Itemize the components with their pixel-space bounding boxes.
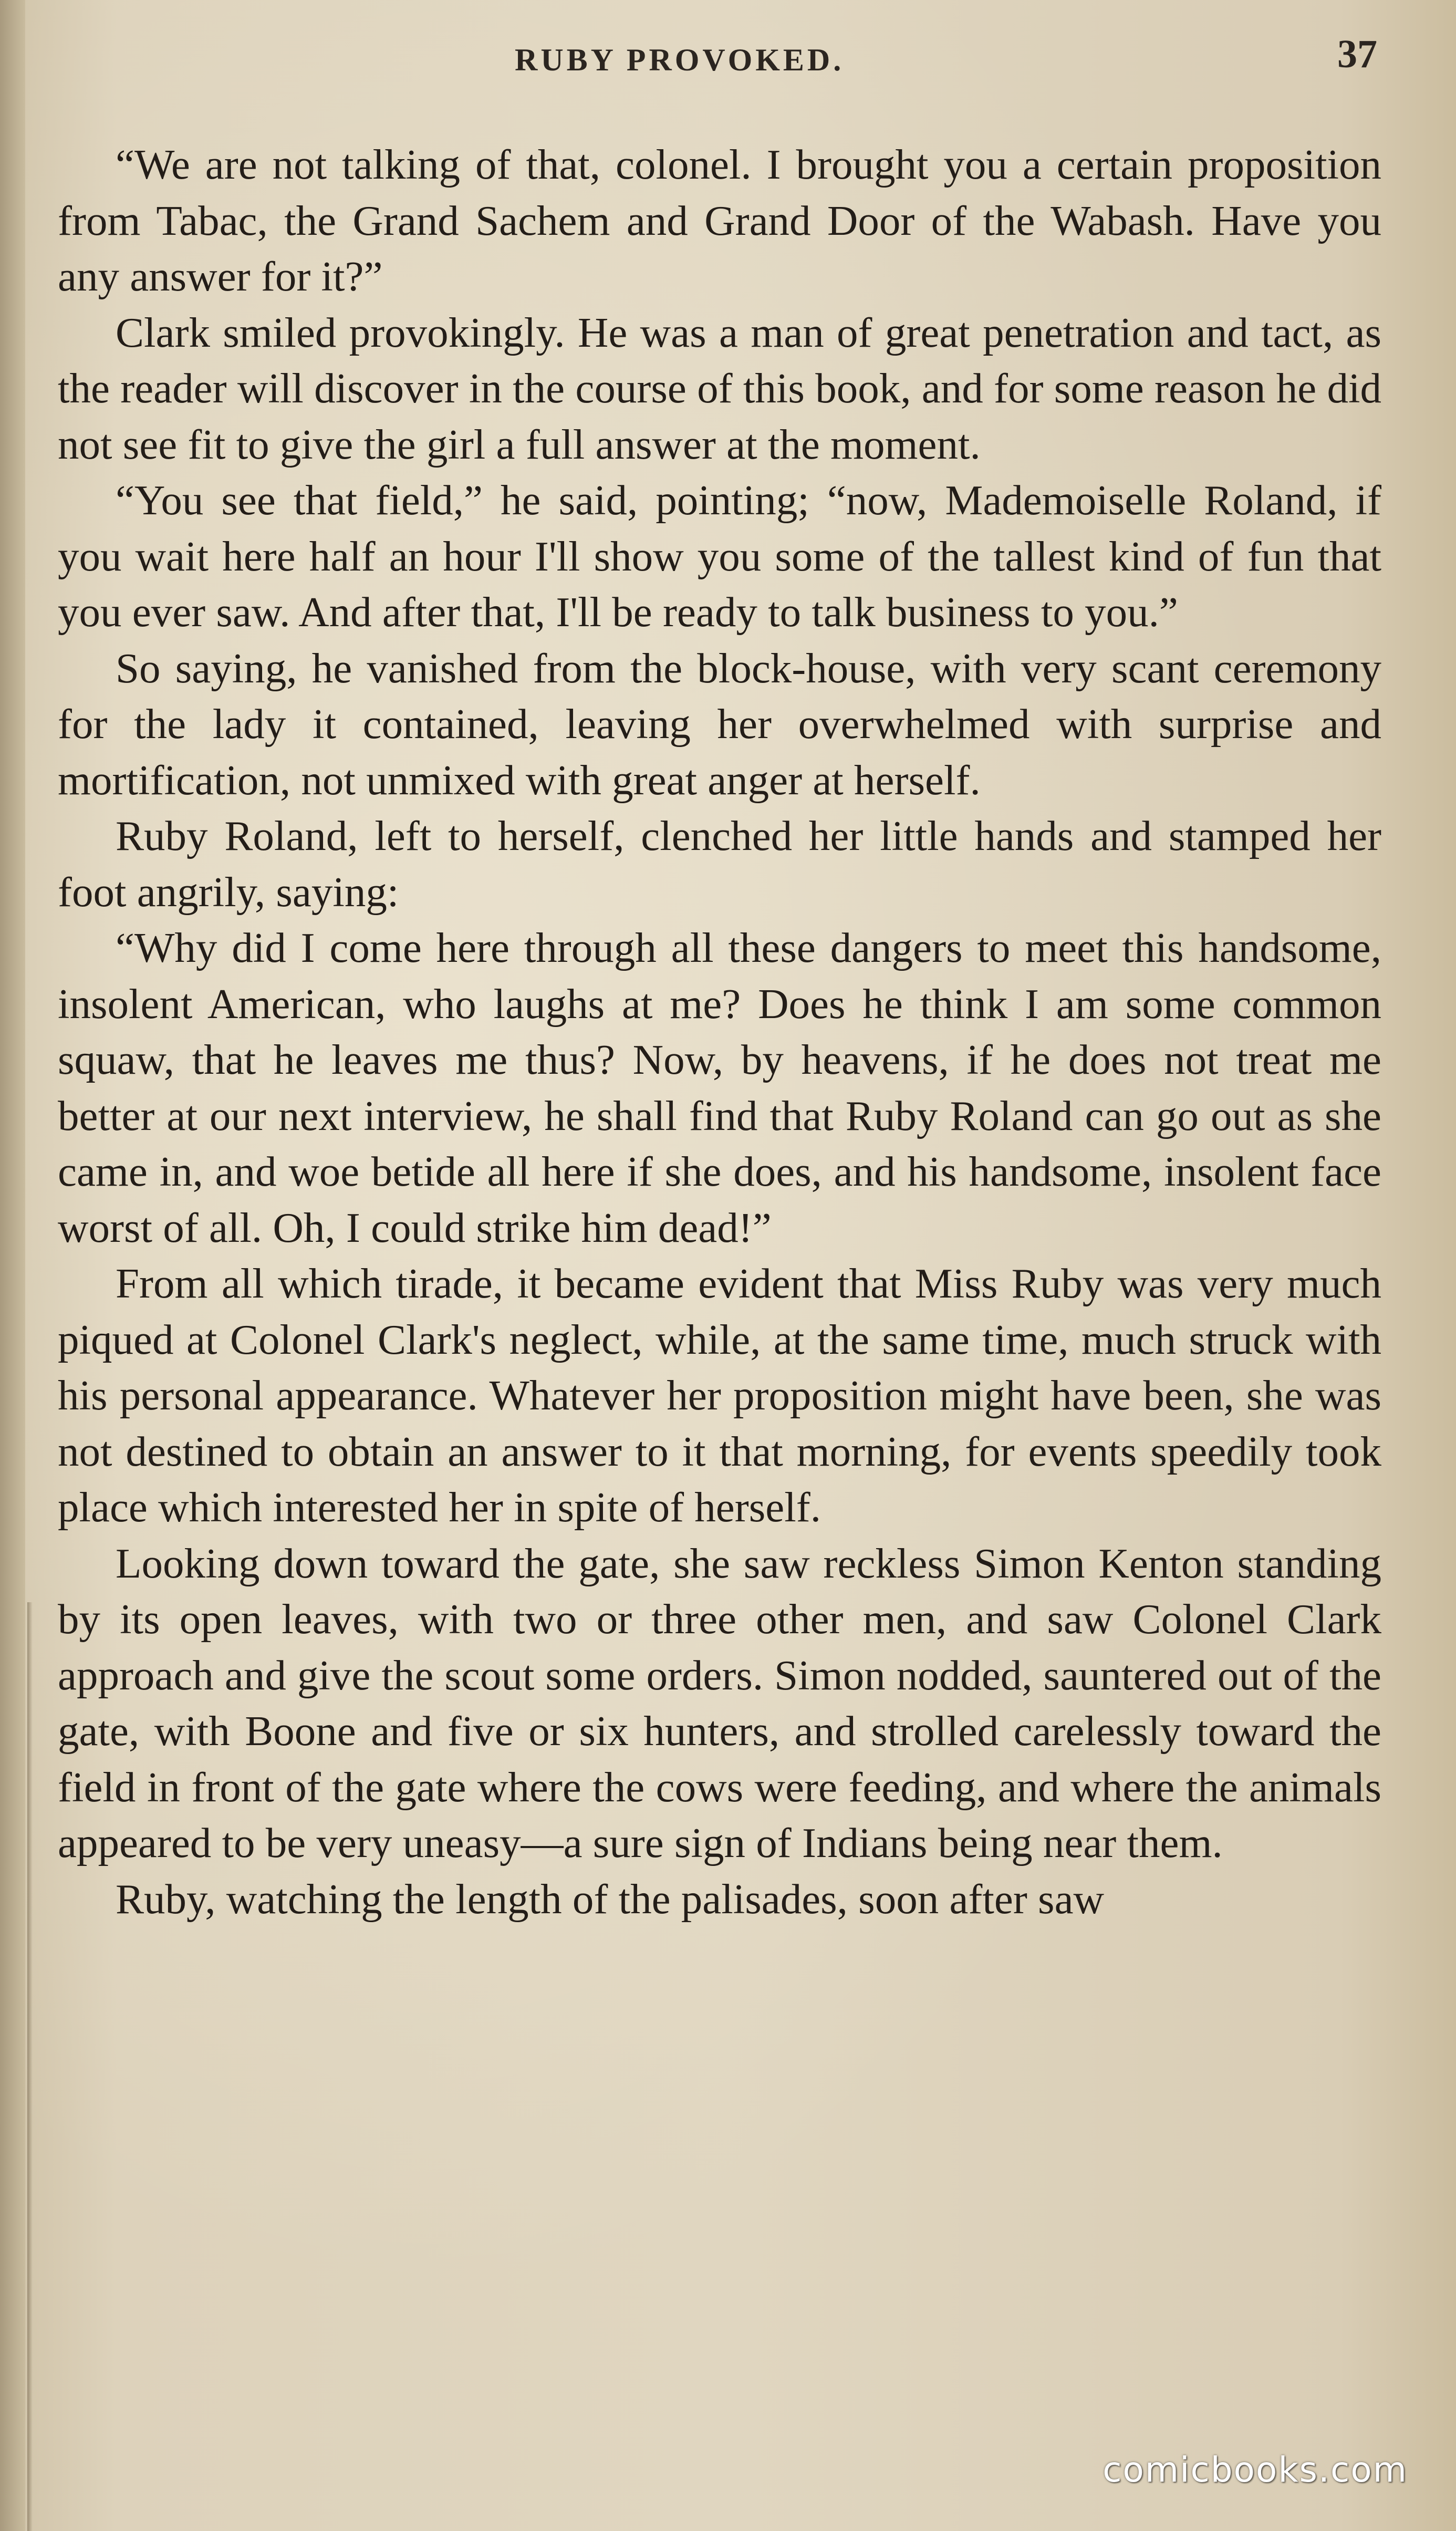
paragraph: Clark smiled provokingly. He was a man of great penetration and tact, as the reader will discover in the course of this book, and for some reason he did not see fit to give the girl a full answer at the moment.	[58, 308, 1381, 468]
body-text	[58, 137, 1381, 1927]
paragraph: Ruby Roland, left to herself, clenched her little hands and stamped her foot angrily, saying:	[58, 812, 1381, 916]
paragraph: “Why did I come here through all these dangers to meet this handsome, insolent American, who laughs at me? Does he think I am some common squaw, that he leaves me thus? Now, by heavens, if he does not treat me better at our next interview, he shall find that Ruby Roland can go out as she came in, and woe betide all here if she does, and his handsome, insolent face worst of all. Oh, I could strike him dead!”	[58, 924, 1381, 1251]
page-binding-edge	[0, 0, 25, 2531]
paragraph: Looking down toward the gate, she saw reckless Simon Kenton standing by its open leaves, with two or three other men, and saw Colonel Clark approach and give the scout some orders. Simon nodded, sauntered out of the gate, with Boone and five or six hunters, and strolled carelessly toward the field in front of the gate where the cows were feeding, and where the animals appeared to be very uneasy—a sure sign of Indians being near them.	[58, 1539, 1381, 1866]
running-title: RUBY PROVOKED.	[515, 43, 845, 77]
watermark: comicbooks.com	[1103, 2450, 1408, 2490]
paragraph: So saying, he vanished from the block-house, with very scant ceremony for the lady it contained, leaving her overwhelmed with surprise and mortification, not unmixed with great anger at herself.	[58, 644, 1381, 804]
page-fold-shadow	[27, 1602, 33, 2531]
paragraph: Ruby, watching the length of the palisades, soon after saw	[116, 1875, 1105, 1923]
paragraph: “We are not talking of that, colonel. I brought you a certain proposition from Tabac, the Grand Sachem and Grand Door of the Wabash. Have you any answer for it?”	[58, 141, 1381, 300]
page-number: 37	[1337, 32, 1377, 76]
paragraph: “You see that field,” he said, pointing; “now, Mademoiselle Roland, if you wait here half an hour I'll show you some of the tallest kind of fun that you ever saw. And after that, I'll be ready to talk business to you.”	[58, 476, 1381, 636]
paragraph: From all which tirade, it became evident that Miss Ruby was very much piqued at Colonel Clark's neglect, while, at the same time, much struck with his personal appearance. Whatever her proposition might have been, she was not destined to obtain an answer to it that morning, for events speedily took place which interested her in spite of herself.	[58, 1260, 1381, 1531]
